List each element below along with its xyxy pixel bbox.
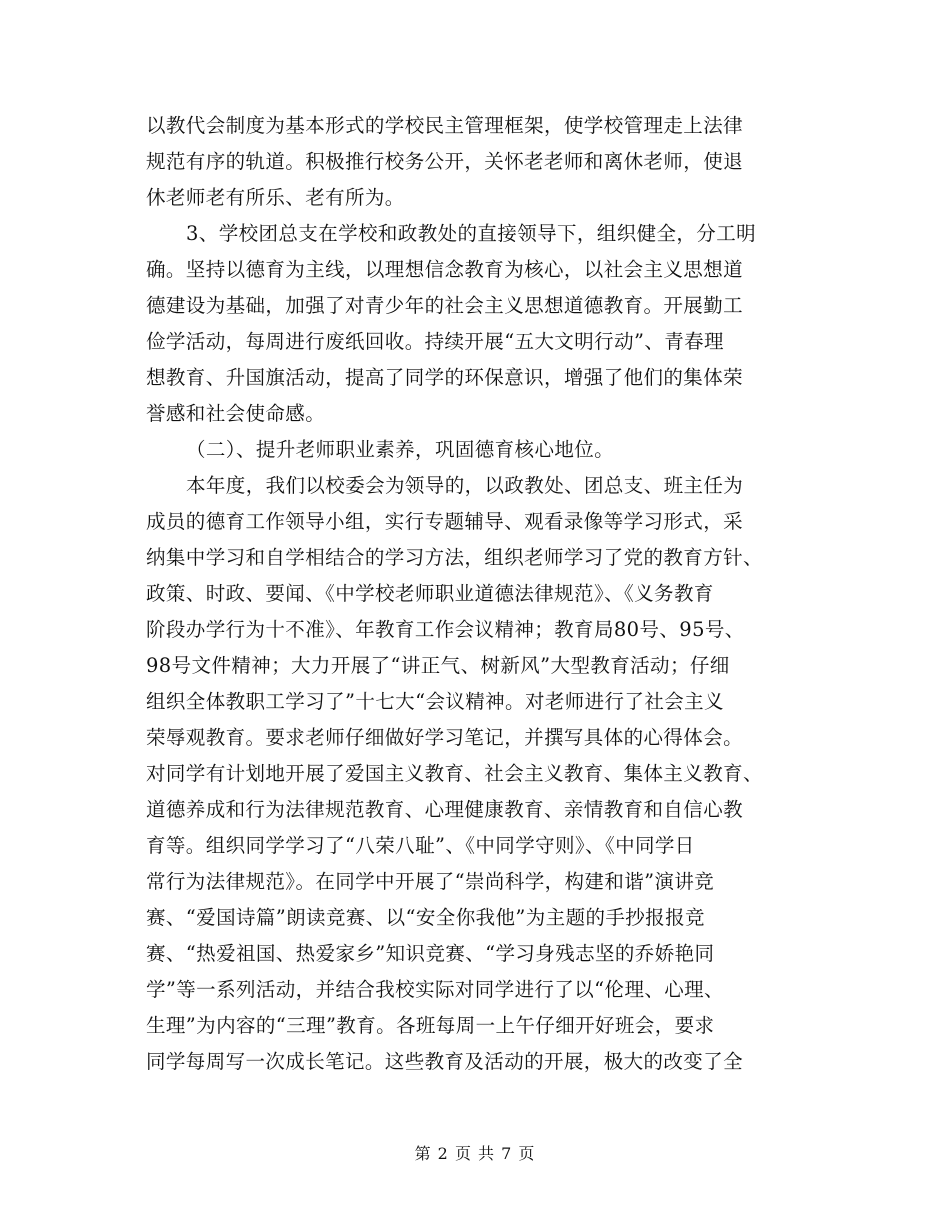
text-line: 纳集中学习和自学相结合的学习方法，组织老师学习了党的教育方针、	[146, 546, 763, 569]
paragraph-teacher-training	[146, 468, 806, 1080]
text-line: 育等。组织同学学习了“八荣八耻”、《中同学守则》、《中同学日	[146, 834, 695, 857]
text-line: 德建设为基础，加强了对青少年的社会主义思想道德教育。开展勤工	[146, 294, 744, 317]
text-line: 规范有序的轨道。积极推行校务公开，关怀老老师和离休老师，使退	[146, 150, 744, 173]
text-line: 3、学校团总支在学校和政教处的直接领导下，组织健全，分工明	[186, 222, 757, 245]
section-heading-text: （二）、提升老师职业素养，巩固德育核心地位。	[186, 438, 615, 461]
text-line: 誉感和社会使命感。	[146, 402, 326, 425]
text-line: 休老师老有所乐、老有所为。	[146, 186, 405, 209]
text-line: 组织全体教职工学习了”十七大“会议精神。对老师进行了社会主义	[146, 690, 724, 713]
page-number-footer: 第 2 页 共 7 页	[414, 1144, 536, 1163]
text-line: 98号文件精神；大力开展了“讲正气、树新风”大型教育活动；仔细	[146, 654, 730, 677]
text-line: 同学每周写一次成长笔记。这些教育及活动的开展，极大的改变了全	[146, 1050, 744, 1073]
text-line: 政策、时政、要闻、《中学校老师职业道德法律规范》、《义务教育	[146, 582, 714, 605]
text-line: 赛、“爱国诗篇”朗读竞赛、以“安全你我他”为主题的手抄报报竞	[146, 906, 705, 929]
text-line: 想教育、升国旗活动，提高了同学的环保意识，增强了他们的集体荣	[146, 366, 744, 389]
text-line: 俭学活动，每周进行废纸回收。持续开展“五大文明行动”、青春理	[146, 330, 724, 353]
text-line: 本年度，我们以校委会为领导的，以政教处、团总支、班主任为	[186, 474, 744, 497]
text-line: 确。坚持以德育为主线，以理想信念教育为核心，以社会主义思想道	[146, 258, 744, 281]
paragraph-continued	[146, 108, 806, 216]
document-body	[146, 108, 806, 1080]
text-line: 赛、“热爱祖国、热爱家乡”知识竞赛、“学习身残志坚的乔娇艳同	[146, 942, 715, 965]
text-line: 以教代会制度为基本形式的学校民主管理框架，使学校管理走上法律	[146, 114, 744, 137]
text-line: 荣辱观教育。要求老师仔细做好学习笔记，并撰写具体的心得体会。	[146, 726, 744, 749]
text-line: 对同学有计划地开展了爱国主义教育、社会主义教育、集体主义教育、	[146, 762, 763, 785]
text-line: 阶段办学行为十不准》、年教育工作会议精神；教育局80号、95号、	[146, 618, 745, 641]
text-line: 道德养成和行为法律规范教育、心理健康教育、亲情教育和自信心教	[146, 798, 744, 821]
text-line: 常行为法律规范》。在同学中开展了“崇尚科学，构建和谐”演讲竞	[146, 870, 715, 893]
text-line: 学”等一系列活动，并结合我校实际对同学进行了以“伦理、心理、	[146, 978, 724, 1001]
paragraph-league-branch	[146, 216, 806, 432]
text-line: 生理”为内容的“三理”教育。各班每周一上午仔细开好班会，要求	[146, 1014, 715, 1037]
section-heading	[146, 432, 806, 468]
text-line: 成员的德育工作领导小组，实行专题辅导、观看录像等学习形式，采	[146, 510, 744, 533]
